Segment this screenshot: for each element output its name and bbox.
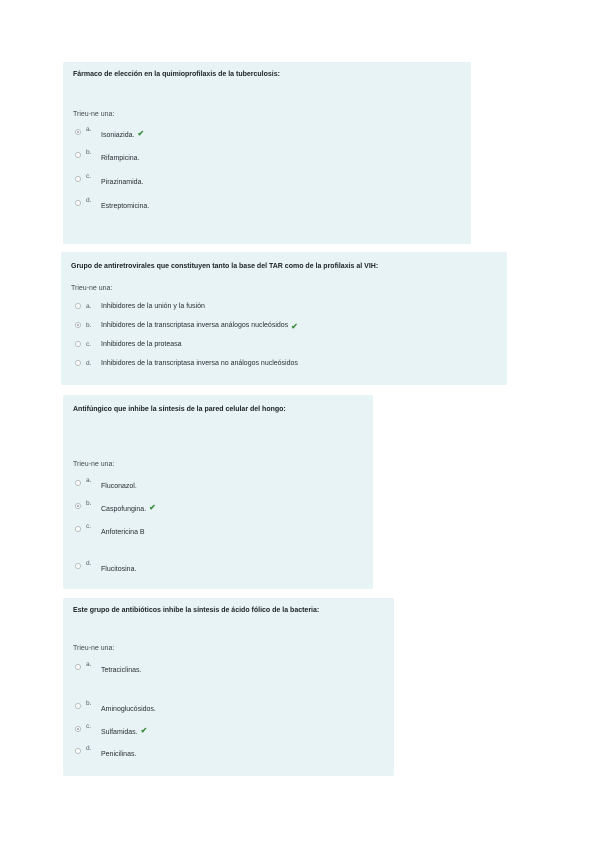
check-icon: ✔ — [149, 503, 156, 512]
question-title: Este grupo de antibióticos inhibe la síntesis de ácido fólico de la bacteria: — [73, 607, 320, 614]
option-text: Inhibidores de la proteasa — [101, 341, 182, 348]
option-b[interactable] — [75, 500, 156, 513]
option-b[interactable] — [75, 322, 298, 331]
option-c[interactable] — [75, 173, 144, 186]
option-b[interactable] — [75, 149, 140, 162]
answer-prompt: Trieu-ne una: — [73, 645, 115, 652]
option-text: Isoniazida. — [101, 132, 135, 139]
option-letter: a. — [86, 477, 92, 484]
check-icon: ✔ — [291, 322, 298, 331]
check-icon: ✔ — [140, 726, 148, 735]
option-text: Caspofungina. — [101, 506, 147, 513]
option-letter: c. — [86, 173, 92, 180]
option-text: Fluconazol. — [101, 483, 137, 490]
option-letter: d. — [86, 360, 92, 367]
option-letter: a. — [86, 126, 92, 133]
question-card-2 — [61, 252, 507, 385]
radio-button[interactable] — [75, 480, 81, 486]
answer-prompt: Trieu-ne una: — [73, 461, 115, 468]
option-letter: b. — [86, 322, 92, 329]
option-a[interactable] — [75, 477, 137, 490]
option-letter: a. — [86, 661, 92, 668]
check-icon: ✔ — [137, 129, 145, 138]
radio-button[interactable] — [75, 200, 81, 206]
radio-button[interactable] — [75, 129, 81, 135]
option-letter: c. — [86, 523, 92, 530]
option-b[interactable] — [75, 700, 156, 713]
option-text: Estreptomicina. — [101, 203, 150, 210]
option-letter: c. — [86, 723, 92, 730]
answer-prompt: Trieu-ne una: — [73, 111, 115, 118]
option-d[interactable] — [75, 560, 137, 573]
radio-button[interactable] — [75, 703, 81, 709]
option-text: Inhibidores de la unión y la fusión — [101, 303, 205, 310]
option-text: Pirazinamida. — [101, 179, 144, 186]
option-text: Aminoglucósidos. — [101, 706, 156, 713]
radio-button[interactable] — [75, 503, 81, 509]
option-text: Sulfamidas. — [101, 729, 138, 736]
option-letter: b. — [86, 700, 92, 707]
option-text: Inhibidores de la transcriptasa inversa no análogos nucleósidos — [101, 360, 298, 367]
question-title: Grupo de antiretrovirales que constituyen tanto la base del TAR como de la profilaxis al VIH: — [71, 263, 379, 270]
option-c[interactable] — [75, 523, 145, 536]
radio-button[interactable] — [75, 303, 81, 309]
option-letter: a. — [86, 303, 92, 310]
option-d[interactable] — [75, 360, 298, 367]
radio-button[interactable] — [75, 563, 81, 569]
answer-prompt: Trieu-ne una: — [71, 285, 113, 292]
option-d[interactable] — [75, 745, 137, 758]
option-text: Penicilinas. — [101, 751, 137, 758]
question-card-4 — [63, 598, 394, 776]
option-text: Anfotericina B — [101, 529, 145, 536]
radio-button[interactable] — [75, 341, 81, 347]
option-text: Rifampicina. — [101, 155, 140, 162]
option-text: Flucitosina. — [101, 566, 137, 573]
option-d[interactable] — [75, 197, 150, 210]
radio-button[interactable] — [75, 526, 81, 532]
option-c[interactable] — [75, 723, 148, 736]
option-letter: d. — [86, 560, 92, 567]
question-card-3 — [63, 395, 373, 589]
option-letter: d. — [86, 197, 92, 204]
option-a[interactable] — [75, 661, 142, 674]
radio-button[interactable] — [75, 726, 81, 732]
question-card-1 — [63, 62, 471, 244]
option-a[interactable] — [75, 303, 205, 310]
option-letter: b. — [86, 149, 92, 156]
question-title: Antifúngico que inhibe la síntesis de la pared celular del hongo: — [73, 406, 286, 413]
question-title: Fármaco de elección en la quimioprofilaxis de la tuberculosis: — [73, 71, 280, 78]
radio-button[interactable] — [75, 152, 81, 158]
option-letter: d. — [86, 745, 92, 752]
option-text: Tetraciclinas. — [101, 667, 142, 674]
option-a[interactable] — [75, 126, 145, 139]
radio-button[interactable] — [75, 360, 81, 366]
radio-button[interactable] — [75, 322, 81, 328]
option-text: Inhibidores de la transcriptasa inversa análogos nucleósidos — [101, 322, 289, 329]
radio-button[interactable] — [75, 176, 81, 182]
radio-button[interactable] — [75, 664, 81, 670]
radio-button[interactable] — [75, 748, 81, 754]
option-c[interactable] — [75, 341, 182, 348]
option-letter: c. — [86, 341, 92, 348]
option-letter: b. — [86, 500, 92, 507]
